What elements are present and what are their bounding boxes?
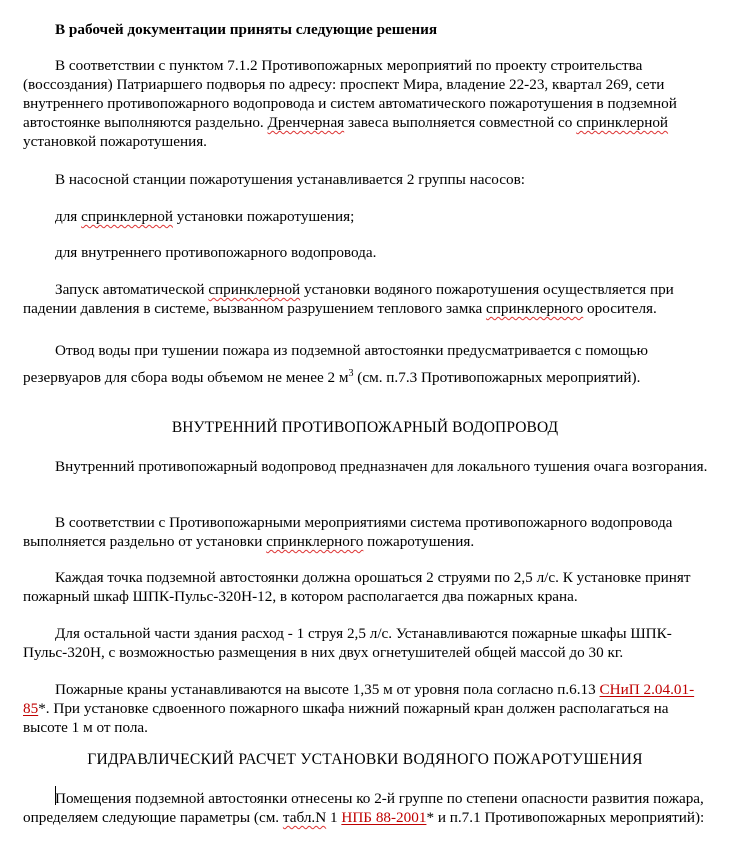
paragraph-jets: Каждая точка подземной автостоянки должна орошаться 2 струями по 2,5 л/с. К установке принят пожарный шкаф ШПК-Пульс-320Н-12, в котором располагается два пожарных крана. [23,569,691,605]
paragraph-water-drain: Отвод воды при тушении пожара из подземной автостоянки предусматривается с помощью резервуаров для сбора воды объемом не менее 2 $м^3$ (см. п.7.3 Противопожарных мероприятий). [23,342,648,386]
snip-link[interactable]: СНиП 2.04.01-85 [23,681,695,717]
spellcheck-word: спринклерной [576,114,669,131]
spellcheck-word: Дренчерная [267,114,345,131]
paragraph-hydrant-height: Пожарные краны устанавливаются на высоте 1,35 м от уровня пола согласно п.6.13 СНиП 2.04.01-85*. При установке сдвоенного пожарного шкафа нижний пожарный кран должен располагаться на высоте 1 м от пола. [23,681,695,736]
paragraph-parking-group: Помещения подземной автостоянки отнесены ко 2-й группе по степени опасности развития пожара, определяем следующие параметры (см. табл.N 1 НПБ 88-2001* и п.7.1 Противопожарных мероприятий): [23,790,705,826]
spellcheck-word: табл.N [282,809,327,826]
section-heading-hydraulic: ГИДРАВЛИЧЕСКИЙ РАСЧЕТ УСТАНОВКИ ВОДЯНОГО ПОЖАРОТУШЕНИЯ [87,751,643,768]
paragraph-separate-system: В соответствии с Противопожарными мероприятиями система противопожарного водопровода выполняется раздельно от установки спринклерного пожаротушения. [23,514,673,550]
paragraph-intro: В соответствии с пунктом 7.1.2 Противопожарных мероприятий по проекту строительства (воссоздания) Патриаршего подворья по адресу: проспект Мира, владение 22-23, квартал 269, сети внутреннего противопожарного водопровода и систем автоматического пожаротушения в подземной автостоянке выполняются раздельно. Дренчерная завеса выполняется совместной со спринклерной установкой пожаротушения. [23,57,677,150]
paragraph-pump-groups: В насосной станции пожаротушения устанавливается 2 группы насосов: [55,171,525,188]
spellcheck-word: спринклерного [486,300,584,317]
list-item-water-supply: для внутреннего противопожарного водопровода. [55,244,377,261]
npb-link[interactable]: НПБ 88-2001 [341,809,427,826]
superscript: 3 [348,368,354,379]
spellcheck-word: спринклерного [266,533,364,550]
paragraph-internal-water-purpose: Внутренний противопожарный водопровод предназначен для локального тушения очага возгорания. [55,458,708,475]
decisions-heading: В рабочей документации приняты следующие решения [55,21,438,38]
section-heading-internal-water: ВНУТРЕННИЙ ПРОТИВОПОЖАРНЫЙ ВОДОПРОВОД [171,419,559,436]
paragraph-other-building: Для остальной части здания расход - 1 струя 2,5 л/с. Устанавливаются пожарные шкафы ШПК-Пульс-320Н, с возможностью размещения в них двух огнетушителей общей массой до 30 кг. [23,625,672,661]
list-item-sprinkler: для спринклерной установки пожаротушения; [55,208,355,225]
spellcheck-word: спринклерной [208,281,301,298]
spellcheck-word: спринклерной [81,208,173,225]
paragraph-sprinkler-start: Запуск автоматической спринклерной установки водяного пожаротушения осуществляется при падении давления в системе, вызванном разрушением теплового замка спринклерного оросителя. [23,281,674,317]
